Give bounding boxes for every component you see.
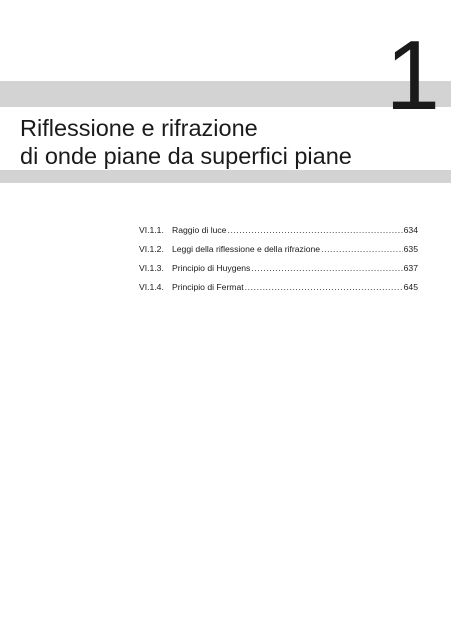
table-of-contents — [139, 221, 418, 297]
toc-entry-page: 634 — [403, 225, 418, 235]
chapter-number: 1 — [385, 20, 438, 130]
toc-entry-principio-di-fermat[interactable] — [139, 278, 418, 297]
toc-entry-number: VI.1.4. — [139, 282, 164, 292]
header-band-top — [0, 81, 451, 107]
toc-entry-title: Leggi della riflessione e della rifrazione — [172, 244, 321, 254]
toc-dot-leader — [321, 240, 403, 259]
toc-entry-page: 635 — [403, 244, 418, 254]
chapter-title — [20, 114, 380, 170]
toc-entry-number: VI.1.2. — [139, 244, 164, 254]
toc-entry-number: VI.1.3. — [139, 263, 164, 273]
toc-entry-page: 645 — [403, 282, 418, 292]
toc-entry-title: Raggio di luce — [172, 225, 227, 235]
chapter-title-line-1: Riflessione e rifrazione — [20, 115, 258, 141]
toc-entry-principio-di-huygens[interactable] — [139, 259, 418, 278]
chapter-title-line-2: di onde piane da superfici piane — [20, 143, 352, 169]
toc-dot-leader — [251, 259, 402, 278]
toc-entry-title: Principio di Fermat — [172, 282, 244, 292]
toc-dot-leader — [245, 278, 403, 297]
toc-entry-page: 637 — [403, 263, 418, 273]
toc-entry-title: Principio di Huygens — [172, 263, 251, 273]
toc-entry-number: VI.1.1. — [139, 225, 164, 235]
toc-entry-raggio-di-luce[interactable] — [139, 221, 418, 240]
toc-dot-leader — [227, 221, 402, 240]
toc-entry-leggi-riflessione-rifrazione[interactable] — [139, 240, 418, 259]
header-band-bottom — [0, 170, 451, 183]
